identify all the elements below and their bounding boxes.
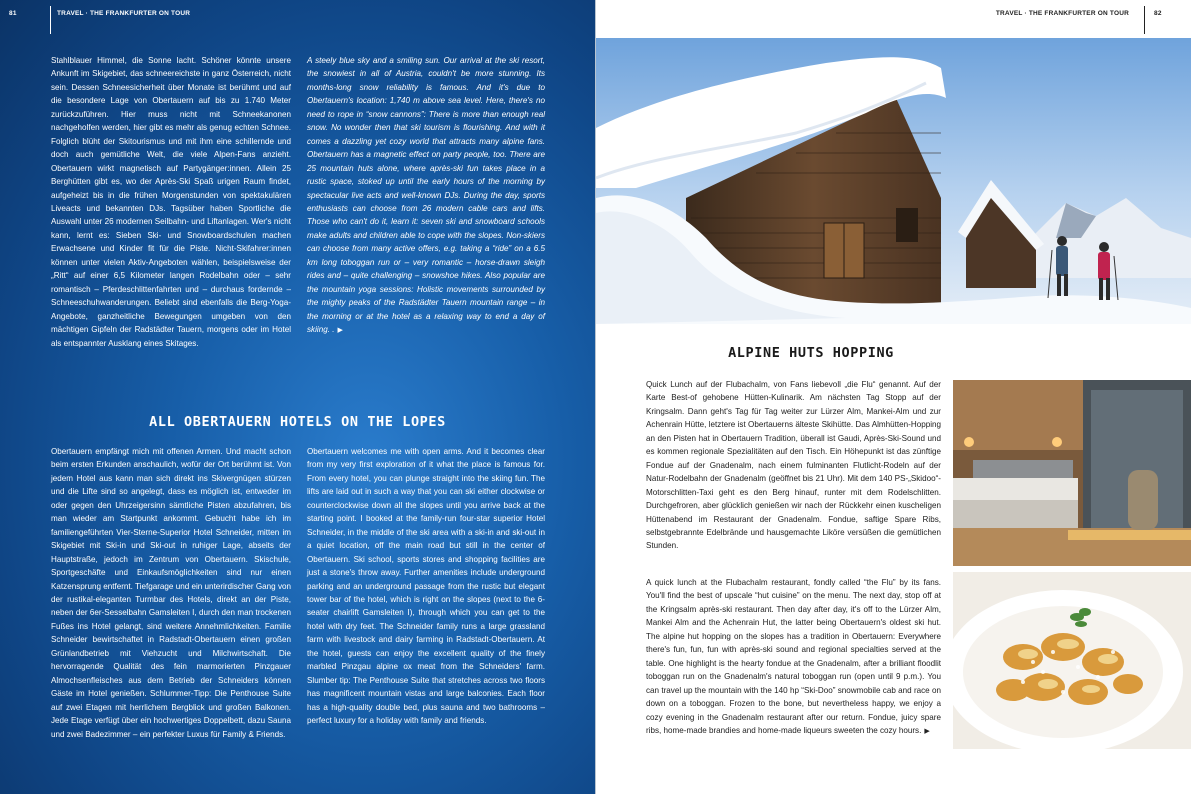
kaiserschmarrn-dish-photo	[953, 572, 1191, 749]
running-head-right: TRAVEL · THE FRANKFURTER ON TOUR	[995, 10, 1129, 17]
intro-english-body: A steely blue sky and a smiling sun. Our arrival at the ski resort, the snowiest in all of Austria, couldn't be more stunning. Its months-long snow reliability is famous. And it's due to Obertauern's location: 1,740 m above sea level. Here, there's no need to rope in “snow cannons”: There is more than enough real snow. No wonder then that ski tourism is flourishing. And with it comes a dazzling yet cozy world that attracts many alpine fans. Obertauern has a magnetic effect on party people, too. There are 25 mountain huts alone, where après-ski fun takes place in a rustic space, stoked up until the early hours of the morning by spectacular live acts and well-known DJs. During the day, sports enthusiasts can choose from 26 modern cable cars and lifts. Those who can't do it, learn it: seven ski and snowboard schools make adults and children able to cope with the slopes. Non-skiers can choose from many active offers, e.g. taking a “ride” on a 6.5 km long toboggan run or – very romantic – horse-drawn sleigh rides and – quite challenging – snowshoe hikes. Also popular are the mountain yoga sessions: Holistic movements surrounded by the mighty peaks of the Radstädter Tauern mountain range – in the morning or at the hotel as a relaxing way to end a day of skiing. .	[307, 56, 545, 335]
section-title-hotels: ALL OBERTAUERN HOTELS ON THE LOPES	[149, 414, 446, 430]
page-number-right: 82	[1154, 10, 1162, 17]
section-title-huts: ALPINE HUTS HOPPING	[728, 345, 894, 361]
huts-german-text: Quick Lunch auf der Flubachalm, von Fans liebevoll „die Flu“ genannt. Auf der Karte Best-of gehobene Hütten-Kulinarik. Am nächsten Tag Stopp auf der Kringsalm. Dann geht's Tag für Tag weiter zur Lürzer Alm, Mankei-Alm und zur Achenrain Hütte, letztere ist Obertauerns älteste Skihütte. Das Almhütten-Hopping an den Pisten hat in Obertauern Tradition, überall ist Gaudi, Après-Ski-Sound und es kommen regionale Spezialitäten auf den Tisch. Ein Höhepunkt ist das zünftige Fondue auf der Gnadenalm, nach einem fulminanten Flutlicht-Rodeln auf der Natur-Rodelbahn der Gnadenalm (geöffnet bis 21 Uhr). Mit dem 140 PS-„Skidoo“-Motorschlitten-Taxi geht es den Berg hinauf, runter mit dem Rodelschlitten. Durchgefroren, aber glücklich genießen wir nach der Rückkehr einen kuscheligen Hüttenabend im Restaurant der Gnadenalm. Fondue, saftige Spare Ribs, selbstgebrannte Edelbrände und hausgemachte Liköre versüßen die gemütlichen Stunden.	[646, 380, 941, 551]
running-head-left: TRAVEL · THE FRANKFURTER ON TOUR	[57, 10, 191, 17]
intro-english-text	[307, 54, 545, 338]
end-arrow-icon: ▶	[337, 327, 343, 335]
huts-english-text	[646, 576, 941, 738]
hotels-english-text: Obertauern welcomes me with open arms. And it becomes clear from my very first exploration of it what the place is famous for. From every hotel, you can plunge straight into the skiing fun. The lifts are laid out in such a way that you can ski either clockwise or counterclockwise down all the slopes until you arrive back at the starting point. I booked at the family-run four-star superior Hotel Schneider, in the middle of the ski area with a ski-in and ski-out in a quiet location, off the main road but still in the center of Obertauern. Ski school, sports stores and shopping facilities are just a stone's throw away. Further amenities include underground parking and an underground passage from the rustic but elegant tower bar of the hotel, which is right on the slopes (next to the 6-seater chairlift Gamsleiten I), through which you can get to the hotel with dry feet. The Schneider family runs a large grassland farm with livestock and dairy farming in Radstadt-Obertauern. At the hotel, guests can enjoy the excellent quality of the finely marbled Pinzgau alpine ox meat from the Schneiders' farm. Slumber tip: The Penthouse Suite that stretches across two floors has magnificent mountain vistas and large balconies. Each floor has a high-quality double bed, plus sauna and two bathrooms – perfect luxury for a holiday with family and friends.	[307, 447, 545, 726]
left-page	[0, 0, 595, 794]
intro-german-text: Stahlblauer Himmel, die Sonne lacht. Schöner könnte unsere Ankunft im Skigebiet, das schneereichste in ganz Österreich, nicht sein. Dessen Schneesicherheit über Monate ist berühmt und auf die besondere Lage von Obertauern auf bis zu 1.740 Meter zurückzuführen. Hier muss nicht mit Schneekanonen nachgeholfen werden, hier gibt es mehr als genug echten Schnee. Folglich blüht der Skitourismus und mit ihm eine schillernde und doch auch gemütliche Welt, die viele Alpen-Fans anzieht. Obertauern wirkt magnetisch auf Partygänger:innen. Allein 25 Berghütten gibt es, wo der Après-Ski Spaß urigen Raum findet, aufgeheizt bis in die frühen Morgenstunden von spektakulären Liveacts und bekannten DJs. Tagsüber haben Sportliche die Auswahl unter 26 modernen Seilbahn- und Liftanlagen. Wer's nicht kann, lernt es: Sieben Ski- und Snowboardschulen machen Erwachsene und Kinder fit für die Piste. Nicht-Skifahrer:innen können unter vielen Aktiv-Angeboten wählen, beispielsweise der „Ritt“ auf einer 6,5 Kilometer langen Rodelbahn oder – sehr romantisch – Pferdeschlittenfahrten und – durchaus fordernde – Schneeschuhwanderungen. Beliebt sind ebenfalls die Berg-Yoga-Angebote, ganzheitliche Bewegungen umgeben von den mächtigen Gipfeln der Radstädter Tauern, morgens oder im Hotel als entspannter Ausklang eines Skitages.	[51, 56, 291, 348]
hotels-german-text: Obertauern empfängt mich mit offenen Armen. Und macht schon beim ersten Erkunden anschaulich, wofür der Ort berühmt ist. Von jedem Hotel aus kann man sich direkt ins Skivergnügen stürzen und die Lifte sind so angelegt, dass es möglich ist, entweder im oder gegen den Uhrzeigersinn sämtliche Pisten abzufahren, bis man wieder am Startpunkt ankommt. Gebucht habe ich im familiengeführten Vier-Sterne-Superior Hotel Schneider, mitten im Skigebiet mit Ski-in und Ski-out in ruhiger Lage, abseits der Hauptstraße, jedoch im Zentrum von Obertauern. Skischule, Sportgeschäfte und Einkaufsmöglichkeiten sind nur einen Katzensprung entfernt. Tiefgarage und ein unterirdischer Gang von der rustikal-eleganten Turmbar des Hotels, direkt an der Piste, neben der 6er-Sesselbahn Gamsleiten I, durch den man trockenen Fußes ins Hotel gelangt, sind weitere Annehmlichkeiten. Familie Schneider bewirtschaftet in Radstadt-Obertauern einen großen Grünlandbetrieb mit Viehzucht und Milchwirtschaft. Die hervorragende Qualität des fein marmorierten Pinzgauer Almochsenfleisches aus dem Betrieb der Schneiders können Gäste im Hotel genießen. Schlummer-Tipp: Die Penthouse Suite auf zwei Etagen mit herrlichem Bergblick und großen Balkonen. Jede Etage verfügt über ein hochwertiges Doppelbett, dazu Sauna und zwei Badezimmer – ein perfekter Luxus für Family & Friends.	[51, 447, 291, 739]
page-number-left: 81	[9, 10, 17, 17]
hotel-room-photo	[953, 380, 1191, 566]
header-divider-right	[1144, 6, 1145, 34]
huts-english-body: A quick lunch at the Flubachalm restaurant, fondly called “the Flu” by its fans. You'll find the best of upscale “hut cuisine” on the menu. The next day, stop off at the Kringsalm après-ski restaurant. Then day after day, it's off to the Lürzer Alm, Mankei Alm and the Achenrain Hut, the latter being Obertauern's oldest ski hut. The alpine hut hopping on the slopes has a tradition in Obertauern: Everywhere there's fun, fun, fun with après-ski sound and regional specialties served at the table. One highlight is the hearty fondue at the Gnadenalm, after a brilliant floodlit toboggan run on the Gnadenalm's natural toboggan run (open until 9 p.m.). You can travel up the mountain with the 140 hp “Ski-Doo” snowmobile cab and race on down on a toboggan. Frozen to the bone, but nevertheless happy, we enjoy a cozy evening in the Gnadenalm restaurant after our return. Fondue, juicy spare ribs, home-made brandies and home-made liqueurs sweeten the cozy hours.	[646, 578, 941, 735]
end-arrow-icon: ▶	[924, 727, 930, 735]
right-page	[596, 0, 1191, 794]
snowy-alpine-hut-photo	[596, 38, 1191, 324]
header-divider-left	[50, 6, 51, 34]
